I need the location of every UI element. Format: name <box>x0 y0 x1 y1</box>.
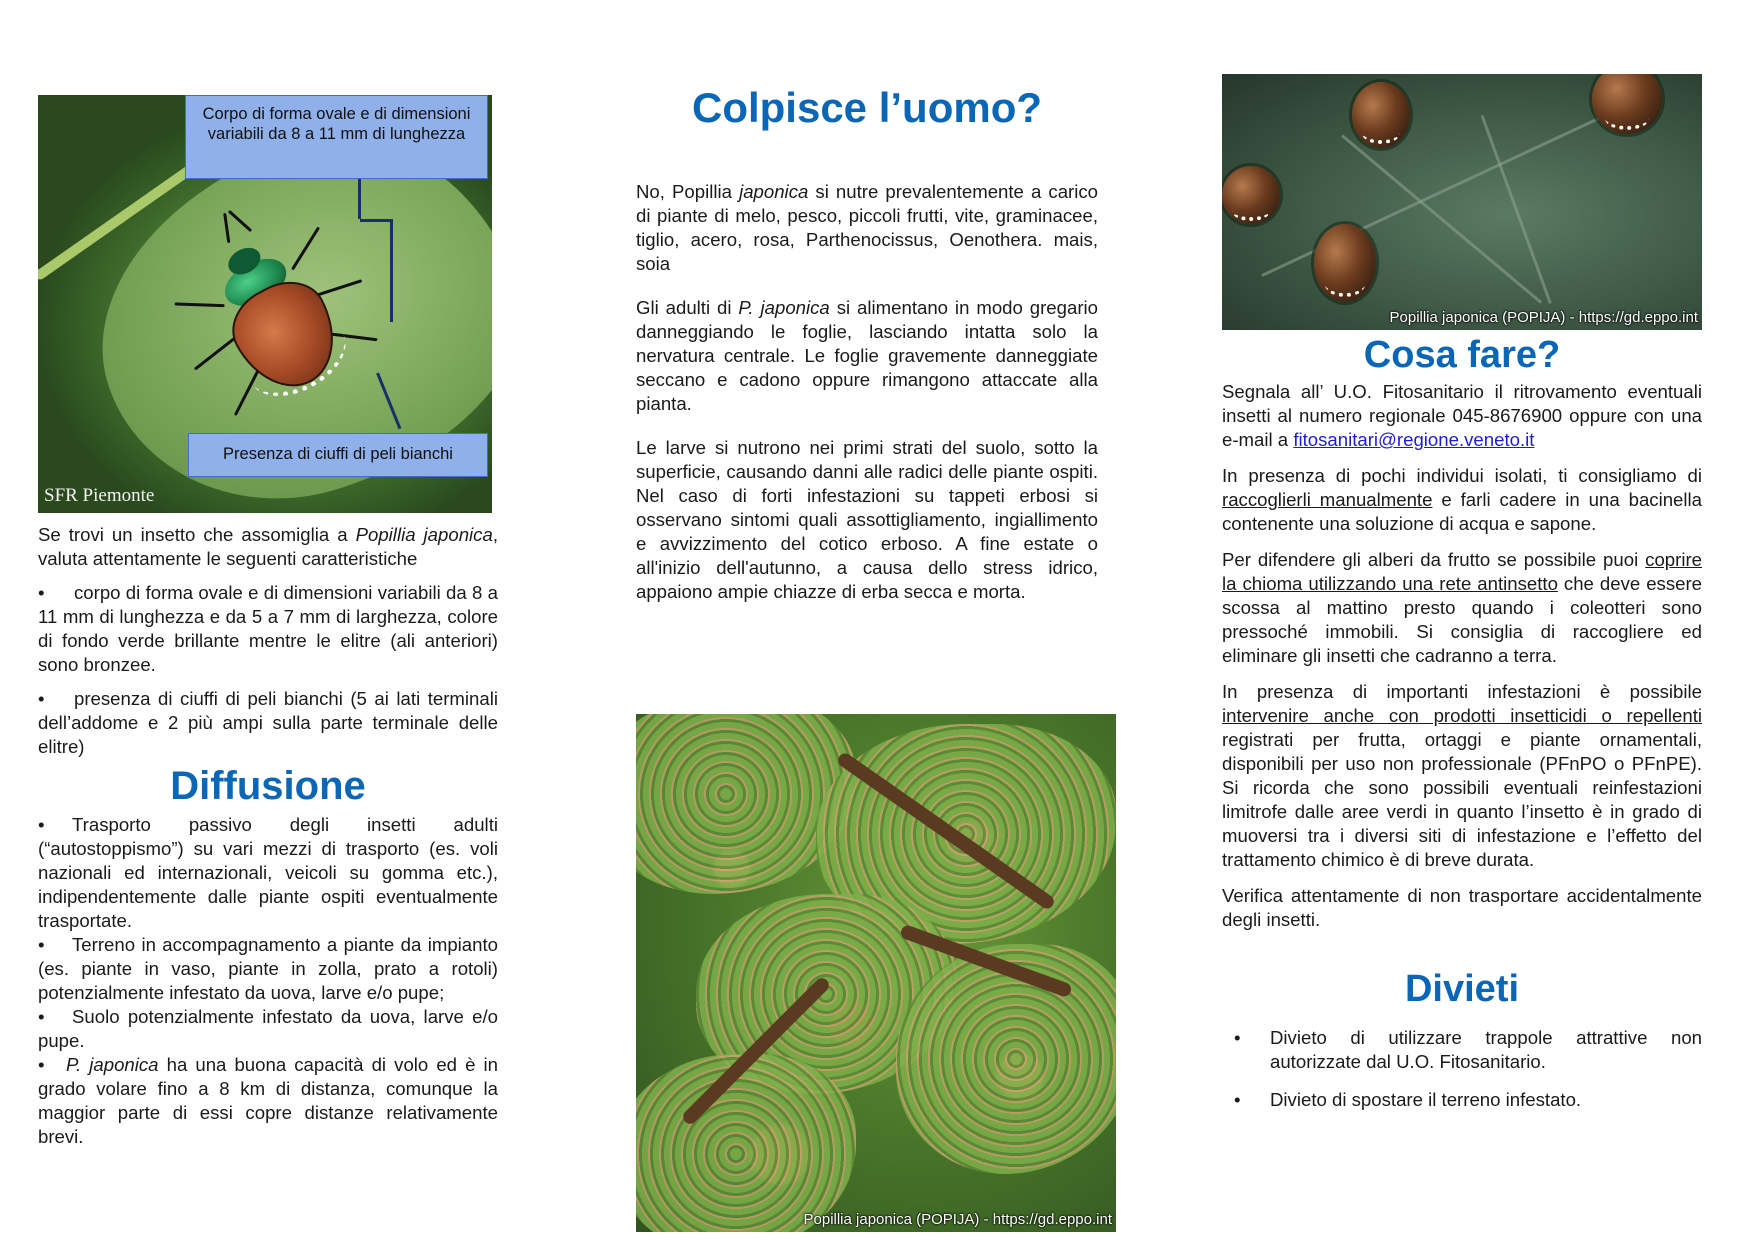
diffusion-item: • Trasporto passivo degli insetti adulti (“autostoppismo”) su vari mezzi di trasporto (es. voli nazionali ed internazionali, veicoli su gomma etc.), indipendentemente dalle piante ospiti eventualmente trasportate. <box>38 814 498 931</box>
colpisce-heading: Colpisce l’uomo? <box>691 84 1043 131</box>
list-item: • Divieto di utilizzare trappole attrattive non autorizzate dal U.O. Fitosanitario. <box>1234 1027 1702 1072</box>
verify-paragraph: Verifica attentamente di non trasportare accidentalmente degli insetti. <box>1222 885 1702 930</box>
photo-credit: Popillia japonica (POPIJA) - https://gd.eppo.int <box>1389 309 1698 326</box>
divieti-list <box>1222 1026 1702 1112</box>
callout-body-shape: Corpo di forma ovale e di dimensioni variabili da 8 a 11 mm di lunghezza <box>185 95 488 179</box>
adults-paragraph: Gli adulti di P. japonica si alimentano in modo gregario danneggiando le foglie, lasciando intatta solo la nervatura centrale. Le foglie gravemente danneggiate seccano e cadono oppure rimangono attaccate alla pianta. <box>636 297 1098 414</box>
beetle-3 <box>1222 166 1280 224</box>
email-link[interactable]: fitosanitari@regione.veneto.it <box>1293 429 1535 450</box>
photo-watermark: SFR Piemonte <box>44 485 155 506</box>
report-paragraph: Segnala all’ U.O. Fitosanitario il ritrovamento eventuali insetti al numero regionale 045-8676900 oppure con una e-mail a fitosanitari@regione.veneto.it <box>1222 381 1702 450</box>
feature-bullet: • presenza di ciuffi di peli bianchi (5 ai lati terminali dell’addome e 2 più ampi sulla parte terminale delle elitre) <box>38 688 498 757</box>
length-bracket <box>358 179 361 219</box>
middle-column <box>636 80 1098 604</box>
net-paragraph: Per difendere gli alberi da frutto se possibile puoi coprire la chioma utilizzando una rete antinsetto che deve essere scossa al mattino presto quando i coleotteri sono pressoché immobili. Si consiglia di raccogliere ed eliminare gli insetti che cadranno a terra. <box>1222 549 1702 666</box>
photo-credit: Popillia japonica (POPIJA) - https://gd.eppo.int <box>803 1211 1112 1228</box>
beetle-1 <box>1352 82 1410 148</box>
divieti-heading: Divieti <box>1404 968 1520 1010</box>
left-column <box>38 95 498 1149</box>
beetle-2 <box>1592 74 1662 134</box>
diffusion-item: • Terreno in accompagnamento a piante da impianto (es. piante in vaso, piante in zolla, prato a rotoli) potenzialmente infestato da uova, larve e/o pupe; <box>38 934 498 1003</box>
beetle-4 <box>1314 224 1376 302</box>
feature-bullet: • corpo di forma ovale e di dimensioni variabili da 8 a 11 mm di lunghezza e da 5 a 7 mm di larghezza, colore di fondo verde brillante mentre le elitre (ali anteriori) sono bronzee. <box>38 582 498 675</box>
length-bracket-2 <box>360 219 393 322</box>
right-column <box>1222 74 1702 1112</box>
intro-paragraph: Se trovi un insetto che assomiglia a Popillia japonica, valuta attentamente le seguenti caratteristiche <box>38 524 498 569</box>
host-plants-paragraph: No, Popillia japonica si nutre prevalentemente a carico di piante di melo, pesco, piccoli frutti, vite, graminacee, tiglio, acero, rosa, Parthenocissus, Oenothera. mais, soia <box>636 181 1099 274</box>
diffusion-item: • Suolo potenzialmente infestato da uova, larve e/o pupe. <box>38 1006 498 1051</box>
larvae-paragraph: Le larve si nutrono nei primi strati del suolo, sotto la superficie, causando danni alle radici delle piante ospiti. Nel caso di forti infestazioni su tappeti erbosi si osservano sintomi quali assottigliamento, ingiallimento e avvizzimento del cotico erboso. A fine estate o all'inizio dell'autunno, a causa dello stress idrico, appaiono ampie chiazze di erba secca e morta. <box>636 437 1098 602</box>
beetle-photo <box>38 95 492 513</box>
diffusione-heading: Diffusione <box>170 764 366 808</box>
cosa-fare-heading: Cosa fare? <box>1363 334 1561 376</box>
insecticide-paragraph: In presenza di importanti infestazioni è possibile intervenire anche con prodotti insetticidi o repellenti registrati per frutta, ortaggi e piante ornamentali, disponibili per uso non professionale (PFnPO o PFnPE). Si ricorda che sono possibili eventuali reinfestazioni limitrofe dalle aree verdi in quanto l’insetto è in grado di muoversi tra i diversi siti di infestazione e l’effetto del trattamento chimico è di breve durata. <box>1222 681 1702 870</box>
diffusion-item: • P. japonica ha una buona capacità di volo ed è in grado volare fino a 8 km di distanza, comunque la maggior parte di essi copre distanze relativamente brevi. <box>38 1054 498 1147</box>
beetles-on-leaf-photo <box>1222 74 1702 330</box>
callout-white-hairs: Presenza di ciuffi di peli bianchi <box>188 433 488 477</box>
manual-collection-paragraph: In presenza di pochi individui isolati, ti consigliamo di raccoglierli manualmente e farli cadere in una bacinella contenente una soluzione di acqua e sapone. <box>1222 465 1702 534</box>
list-item: • Divieto di spostare il terreno infestato. <box>1234 1089 1582 1110</box>
damaged-leaves-photo <box>636 714 1116 1232</box>
